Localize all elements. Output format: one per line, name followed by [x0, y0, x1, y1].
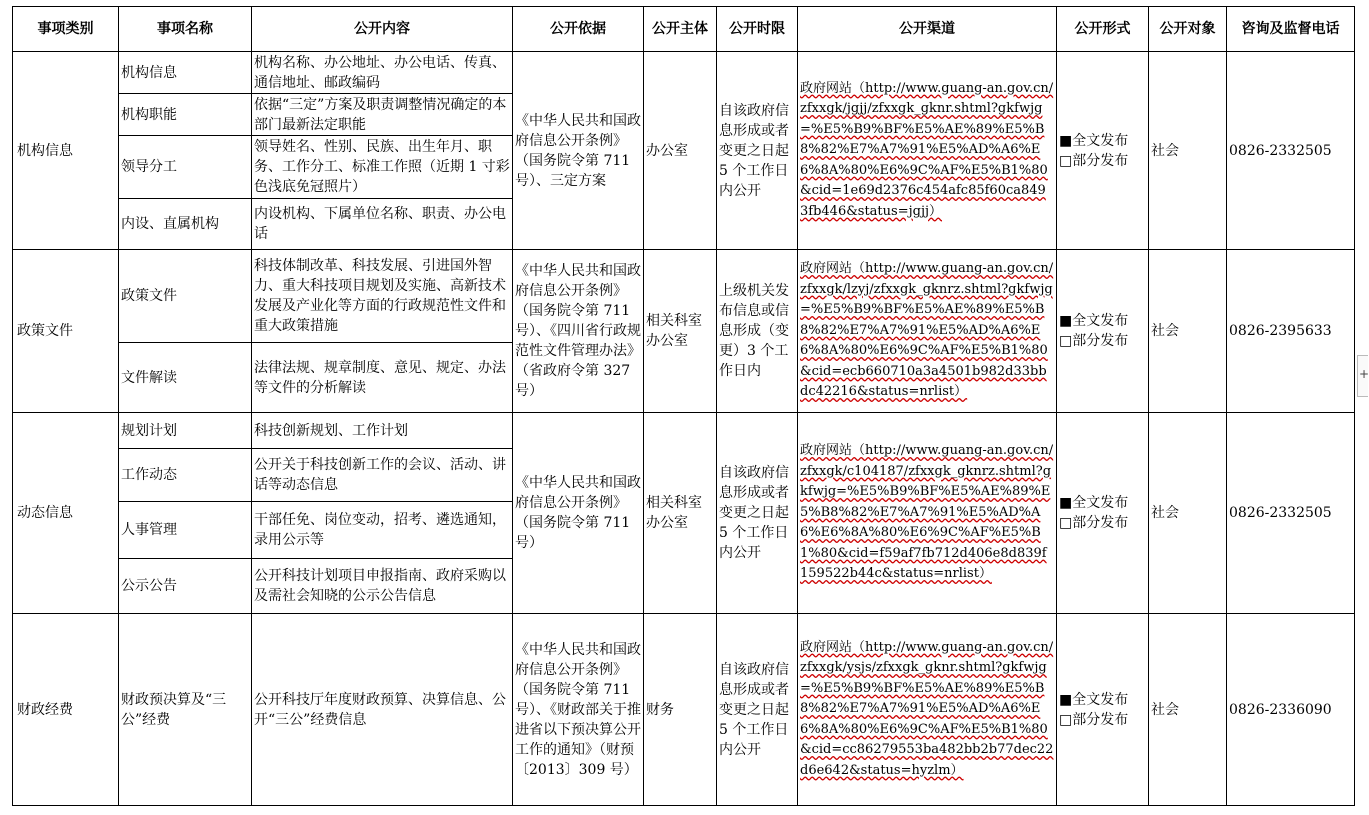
- item-content-cell: 科技体制改革、科技发展、引进国外智力、重大科技项目规划及实施、高新技术发展及产业化等方面的行政规范性文件和重大政策措施: [252, 250, 513, 343]
- category-cell: 机构信息: [13, 52, 119, 250]
- phone-cell: 0826-2395633: [1227, 250, 1355, 413]
- phone-cell: 0826-2332505: [1227, 52, 1355, 250]
- category-cell: 政策文件: [13, 250, 119, 413]
- channel-link[interactable]: 政府网站（http://www.guang-an.gov.cn/zfxxgk/lzyj/zfxxgk_gknrz.shtml?gkfwjg=%E5%B9%BF%E5%AE%89%E5%B8%82%E7%A7%91%E5%AD%A6%E6%8A%80%E6%9C%AF%E5%B1%80&cid=ecb660710a3a4501b982d33bbdc42216&status=nrlist）: [800, 261, 1054, 400]
- header-cell: 公开内容: [252, 7, 513, 52]
- basis-cell: 《中华人民共和国政府信息公开条例》（国务院令第 711 号）: [513, 413, 644, 614]
- plus-icon[interactable]: +: [1359, 367, 1369, 381]
- item-content-cell: 依据“三定”方案及职责调整情况确定的本部门最新法定职能: [252, 94, 513, 136]
- channel-cell[interactable]: [798, 250, 1057, 413]
- channel-link[interactable]: 政府网站（http://www.guang-an.gov.cn/zfxxgk/ysjs/zfxxgk_gknr.shtml?gkfwjg=%E5%B9%BF%E5%AE%89%E5%B8%82%E7%A7%91%E5%AD%A6%E6%8A%80%E6%9C%AF%E5%B1%80&cid=cc86279553ba482bb2b77dec22d6e642&status=hyzlm）: [800, 639, 1054, 778]
- phone-cell: 0826-2336090: [1227, 614, 1355, 806]
- item-content-cell: 科技创新规划、工作计划: [252, 413, 513, 449]
- category-cell: 财政经费: [13, 614, 119, 806]
- form-cell: [1057, 52, 1149, 250]
- table-row: [13, 250, 1355, 343]
- subject-cell: 相关科室办公室: [644, 250, 717, 413]
- channel-cell[interactable]: [798, 614, 1057, 806]
- item-content-cell: 机构名称、办公地址、办公电话、传真、通信地址、邮政编码: [252, 52, 513, 94]
- channel-link[interactable]: 政府网站（http://www.guang-an.gov.cn/zfxxgk/jgjj/zfxxgk_gknr.shtml?gkfwjg=%E5%B9%BF%E5%AE%89%E5%B8%82%E7%A7%91%E5%AD%A6%E6%8A%80%E6%9C%AF%E5%B1%80&cid=1e69d2376c454afc85f60ca8493fb446&status=jgjj）: [800, 80, 1054, 219]
- header-cell: 公开形式: [1057, 7, 1149, 52]
- table-row: [13, 614, 1355, 806]
- audience-cell: 社会: [1149, 250, 1227, 413]
- form-part-option: □部分发布: [1059, 711, 1129, 728]
- table-row: [13, 52, 1355, 94]
- form-part-option: □部分发布: [1059, 333, 1129, 349]
- item-name-cell: 公示公告: [119, 559, 252, 614]
- form-cell: [1057, 250, 1149, 413]
- basis-cell: 《中华人民共和国政府信息公开条例》（国务院令第 711 号）、《四川省行政规范性文件管理办法》（省政府令第 327 号）: [513, 250, 644, 413]
- deadline-cell: 自该政府信息形成或者变更之日起 5 个工作日内公开: [717, 52, 798, 250]
- header-cell: 事项名称: [119, 7, 252, 52]
- item-content-cell: 内设机构、下属单位名称、职责、办公电话: [252, 199, 513, 250]
- header-row: [13, 7, 1355, 52]
- subject-cell: 财务: [644, 614, 717, 806]
- deadline-cell: 自该政府信息形成或者变更之日起 5 个工作日内公开: [717, 614, 798, 806]
- header-cell: 公开对象: [1149, 7, 1227, 52]
- expand-handle[interactable]: [1357, 355, 1368, 397]
- item-name-cell: 规划计划: [119, 413, 252, 449]
- form-full-option: ■全文发布: [1059, 691, 1129, 708]
- channel-cell[interactable]: [798, 413, 1057, 614]
- form-cell: [1057, 614, 1149, 806]
- form-part-option: □部分发布: [1059, 152, 1129, 169]
- header-cell: 公开主体: [644, 7, 717, 52]
- item-content-cell: 干部任免、岗位变动，招考、遴选通知，录用公示等: [252, 502, 513, 559]
- header-cell: 公开时限: [717, 7, 798, 52]
- subject-cell: 相关科室办公室: [644, 413, 717, 614]
- item-name-cell: 文件解读: [119, 343, 252, 413]
- item-content-cell: 公开关于科技创新工作的会议、活动、讲话等动态信息: [252, 449, 513, 502]
- item-content-cell: 法律法规、规章制度、意见、规定、办法等文件的分析解读: [252, 343, 513, 413]
- header-cell: 事项类别: [13, 7, 119, 52]
- form-full-option: ■全文发布: [1059, 132, 1129, 149]
- item-name-cell: 政策文件: [119, 250, 252, 343]
- basis-cell: 《中华人民共和国政府信息公开条例》（国务院令第 711 号）、三定方案: [513, 52, 644, 250]
- item-content-cell: 公开科技厅年度财政预算、决算信息、公开“三公”经费信息: [252, 614, 513, 806]
- item-name-cell: 领导分工: [119, 136, 252, 199]
- item-content-cell: 公开科技计划项目申报指南、政府采购以及需社会知晓的公示公告信息: [252, 559, 513, 614]
- form-full-option: ■全文发布: [1059, 495, 1129, 511]
- audience-cell: 社会: [1149, 614, 1227, 806]
- item-name-cell: 机构职能: [119, 94, 252, 136]
- header-cell: 咨询及监督电话: [1227, 7, 1355, 52]
- table-row: [13, 413, 1355, 449]
- disclosure-table: [12, 6, 1355, 806]
- item-name-cell: 工作动态: [119, 449, 252, 502]
- phone-cell: 0826-2332505: [1227, 413, 1355, 614]
- item-name-cell: 机构信息: [119, 52, 252, 94]
- header-cell: 公开依据: [513, 7, 644, 52]
- channel-link[interactable]: 政府网站（http://www.guang-an.gov.cn/zfxxgk/c104187/zfxxgk_gknrz.shtml?gkfwjg=%E5%B9%BF%E5%AE%89%E5%B8%82%E7%A7%91%E5%AD%A6%E6%8A%80%E6%9C%AF%E5%B1%80&cid=f59af7fb712d406e8d839f159522b44c&status=nrlist）: [800, 443, 1054, 582]
- form-cell: [1057, 413, 1149, 614]
- item-name-cell: 人事管理: [119, 502, 252, 559]
- audience-cell: 社会: [1149, 52, 1227, 250]
- item-content-cell: 领导姓名、性别、民族、出生年月、职务、工作分工、标准工作照（近期 1 寸彩色浅底免冠照片）: [252, 136, 513, 199]
- deadline-cell: 上级机关发布信息或信息形成（变更）3 个工作日内: [717, 250, 798, 413]
- channel-cell[interactable]: [798, 52, 1057, 250]
- item-name-cell: 内设、直属机构: [119, 199, 252, 250]
- form-part-option: □部分发布: [1059, 515, 1129, 531]
- category-cell: 动态信息: [13, 413, 119, 614]
- basis-cell: 《中华人民共和国政府信息公开条例》（国务院令第 711 号）、《财政部关于推进省以下预决算公开工作的通知》（财预〔2013〕309 号）: [513, 614, 644, 806]
- deadline-cell: 自该政府信息形成或者变更之日起 5 个工作日内公开: [717, 413, 798, 614]
- audience-cell: 社会: [1149, 413, 1227, 614]
- header-cell: 公开渠道: [798, 7, 1057, 52]
- item-name-cell: 财政预决算及“三公”经费: [119, 614, 252, 806]
- form-full-option: ■全文发布: [1059, 313, 1129, 329]
- subject-cell: 办公室: [644, 52, 717, 250]
